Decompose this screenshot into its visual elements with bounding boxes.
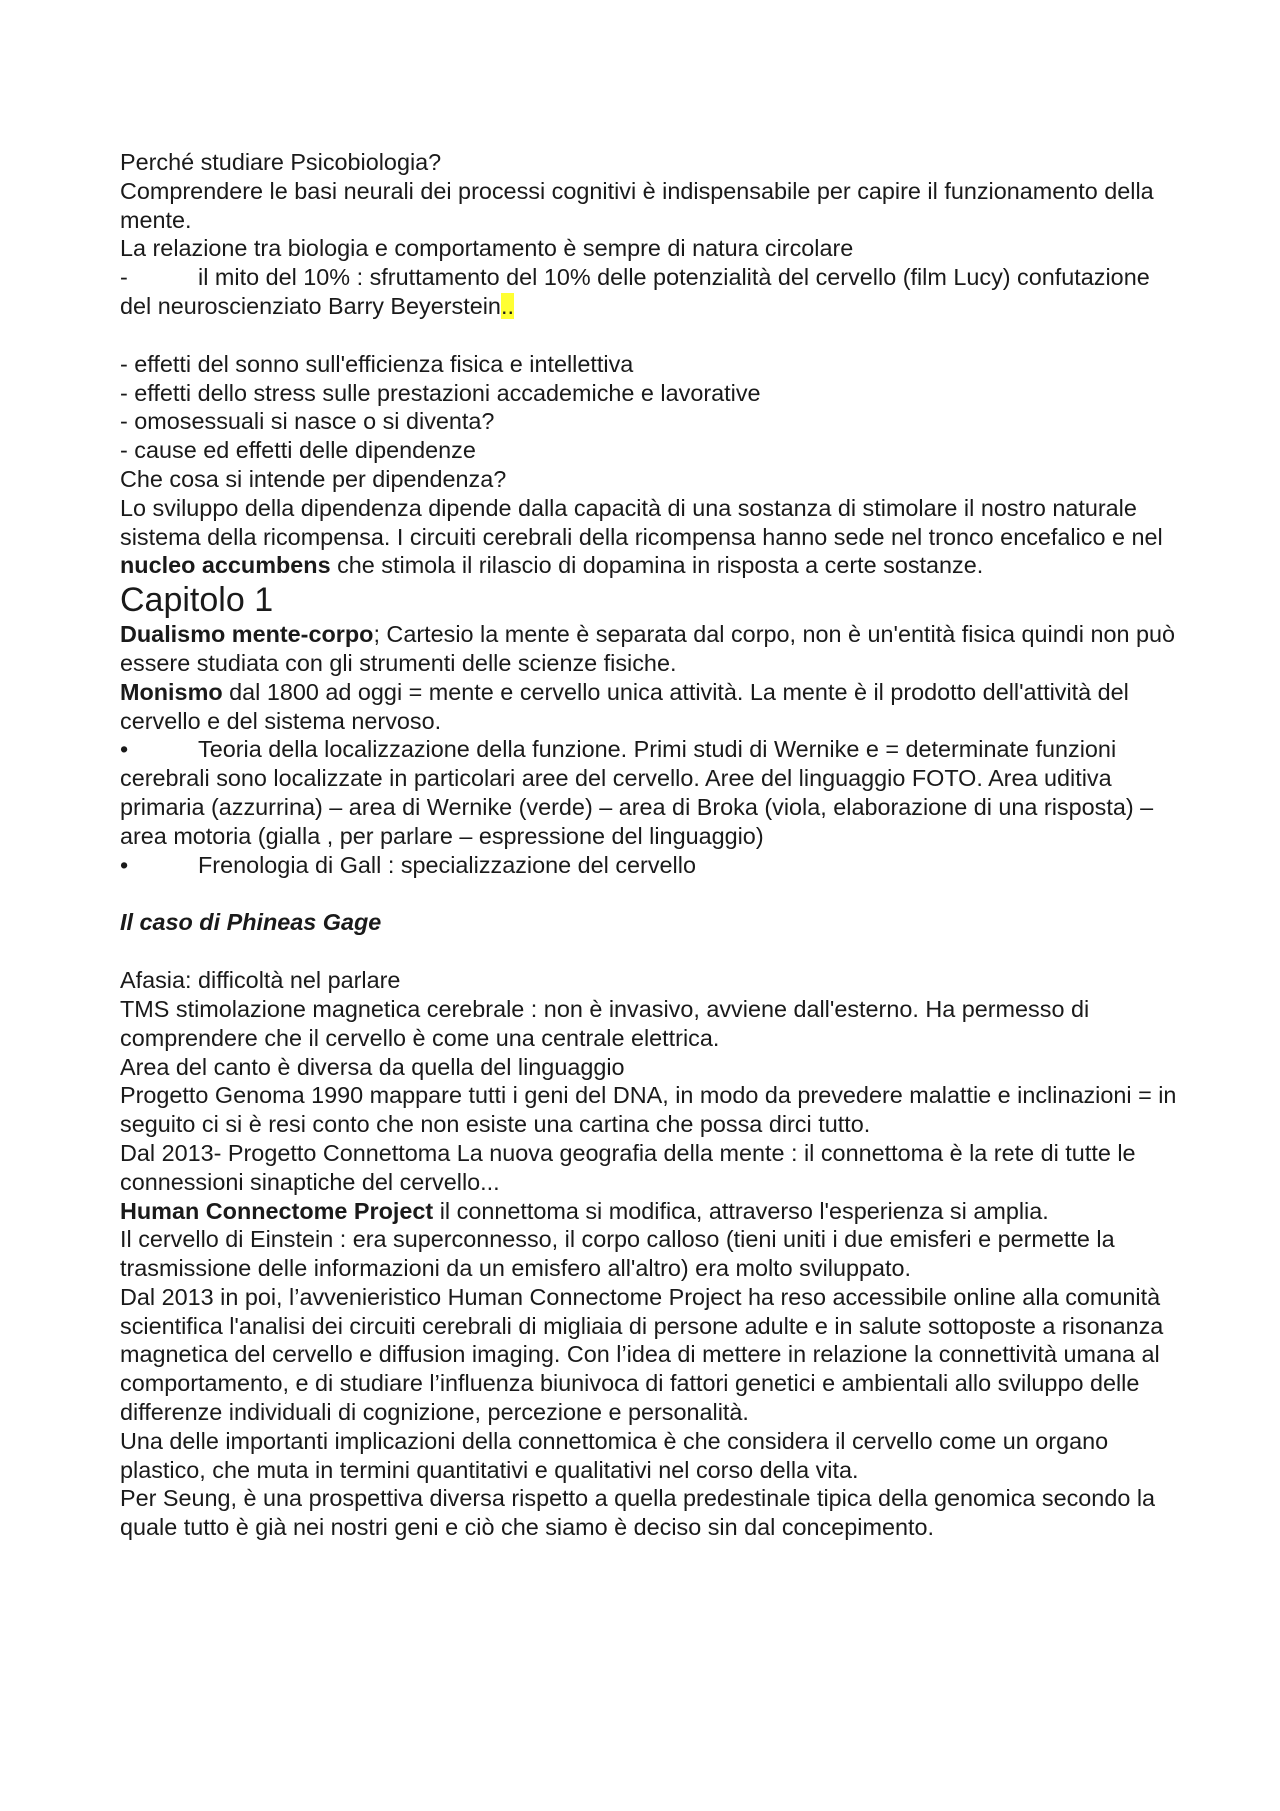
myth-paragraph <box>120 263 1180 321</box>
list-item: - omosessuali si nasce o si diventa? <box>120 408 495 435</box>
genome-paragraph: Progetto Genoma 1990 mappare tutti i geni del DNA, in modo da prevedere malattie e inclinazioni = in seguito ci si è resi conto che non esiste una cartina che possa dirci tutto. <box>120 1082 1177 1138</box>
hcp-term: Human Connectome Project <box>120 1197 434 1224</box>
hcp-long-paragraph: Dal 2013 in poi, l’avvenieristico Human Connectome Project ha reso accessibile online alla comunità scientifica l'analisi dei circuiti cerebrali di migliaia di persone adulte e in salute sottoposte a risonanza magnetica del cervello e diffusion imaging. Con l’idea di mettere in relazione la connettività umana al comportamento, e di studiare l’influenza biunivoca di fattori genetici e ambientali allo sviluppo delle differenze individuali di cognizione, percezione e personalità. <box>120 1283 1164 1426</box>
tms-paragraph: TMS stimolazione magnetica cerebrale : non è invasivo, avviene dall'esterno. Ha permesso di comprendere che il cervello è come una centrale elettrica. <box>120 995 1090 1051</box>
bullet-text: Frenologia di Gall : specializzazione del cervello <box>198 851 696 878</box>
einstein-paragraph: Il cervello di Einstein : era superconnesso, il corpo calloso (tieni uniti i due emisferi e permette la trasmissione delle informazioni da un emisfero all'altro) era molto sviluppato. <box>120 1226 1115 1282</box>
list-item: - cause ed effetti delle dipendenze <box>120 437 476 464</box>
myth-highlight: .. <box>500 292 514 319</box>
bullet-item-phrenology <box>120 851 1180 880</box>
spacer <box>120 321 1180 350</box>
dualism-term: Dualismo mente-corpo <box>120 621 374 648</box>
hcp-paragraph <box>120 1197 1180 1226</box>
dependency-paragraph <box>120 494 1180 580</box>
myth-dash: - <box>120 264 128 291</box>
connectome-paragraph: Dal 2013- Progetto Connettoma La nuova geografia della mente : il connettoma è la rete di tutte le connessioni sinaptiche del cervello... <box>120 1139 1136 1195</box>
gage-heading: Il caso di Phineas Gage <box>120 909 382 936</box>
document-body <box>120 148 1180 1542</box>
implications-paragraph: Una delle importanti implicazioni della connettomica è che considera il cervello come un organo plastico, che muta in termini quantitativi e qualitativi nel corso della vita. <box>120 1427 1109 1483</box>
dependency-text-end: che stimola il rilascio di dopamina in risposta a certe sostanze. <box>330 552 984 579</box>
nucleus-accumbens-term: nucleo accumbens <box>120 552 331 579</box>
intro-paragraph-1: Comprendere le basi neurali dei processi cognitivi è indispensabile per capire il funzionamento della mente. <box>120 177 1154 233</box>
intro-paragraph-2: La relazione tra biologia e comportamento è sempre di natura circolare <box>120 235 854 262</box>
bullet-text: Teoria della localizzazione della funzione. Primi studi di Wernike e = determinate funzioni cerebrali sono localizzate in particolari aree del cervello. Aree del linguaggio FOTO. Area uditiva primaria (azzurrina) – area di Wernike (verde) – area di Broka (viola, elaborazione di una risposta) – area motoria (gialla , per parlare – espressione del linguaggio) <box>120 736 1154 849</box>
myth-text: il mito del 10% : sfruttamento del 10% delle potenzialità del cervello (film Lucy) confutazione del neuroscienziato Barry Beyerstein <box>120 264 1150 319</box>
seung-paragraph: Per Seung, è una prospettiva diversa rispetto a quella predestinale tipica della genomica secondo la quale tutto è già nei nostri geni e ciò che siamo è deciso sin dal concepimento. <box>120 1485 1156 1541</box>
list-item: - effetti dello stress sulle prestazioni accademiche e lavorative <box>120 379 761 406</box>
intro-title: Perché studiare Psicobiologia? <box>120 149 442 175</box>
dualism-paragraph <box>120 620 1180 678</box>
monism-paragraph <box>120 678 1180 736</box>
bullet-item-localization <box>120 735 1180 850</box>
spacer <box>120 937 1180 966</box>
spacer <box>120 879 1180 908</box>
list-item: - effetti del sonno sull'efficienza fisica e intellettiva <box>120 350 634 377</box>
bullet-icon: • <box>120 851 129 878</box>
monism-term: Monismo <box>120 678 223 705</box>
monism-text: dal 1800 ad oggi = mente e cervello unica attività. La mente è il prodotto dell'attività del cervello e del sistema nervoso. <box>120 678 1129 734</box>
dependency-question: Che cosa si intende per dipendenza? <box>120 465 507 492</box>
bullet-icon: • <box>120 736 129 763</box>
dualism-text: ; Cartesio la mente è separata dal corpo, non è un'entità fisica quindi non può essere studiata con gli strumenti delle scienze fisiche. <box>120 621 1176 676</box>
singing-area-line: Area del canto è diversa da quella del linguaggio <box>120 1053 625 1080</box>
aphasia-line: Afasia: difficoltà nel parlare <box>120 967 401 994</box>
hcp-text: il connettoma si modifica, attraverso l'esperienza si amplia. <box>433 1197 1049 1224</box>
dependency-text-start: Lo sviluppo della dipendenza dipende dalla capacità di una sostanza di stimolare il nostro naturale sistema della ricompensa. I circuiti cerebrali della ricompensa hanno sede nel tronco encefalico e nel <box>120 494 1163 550</box>
chapter-heading: Capitolo 1 <box>120 581 274 620</box>
